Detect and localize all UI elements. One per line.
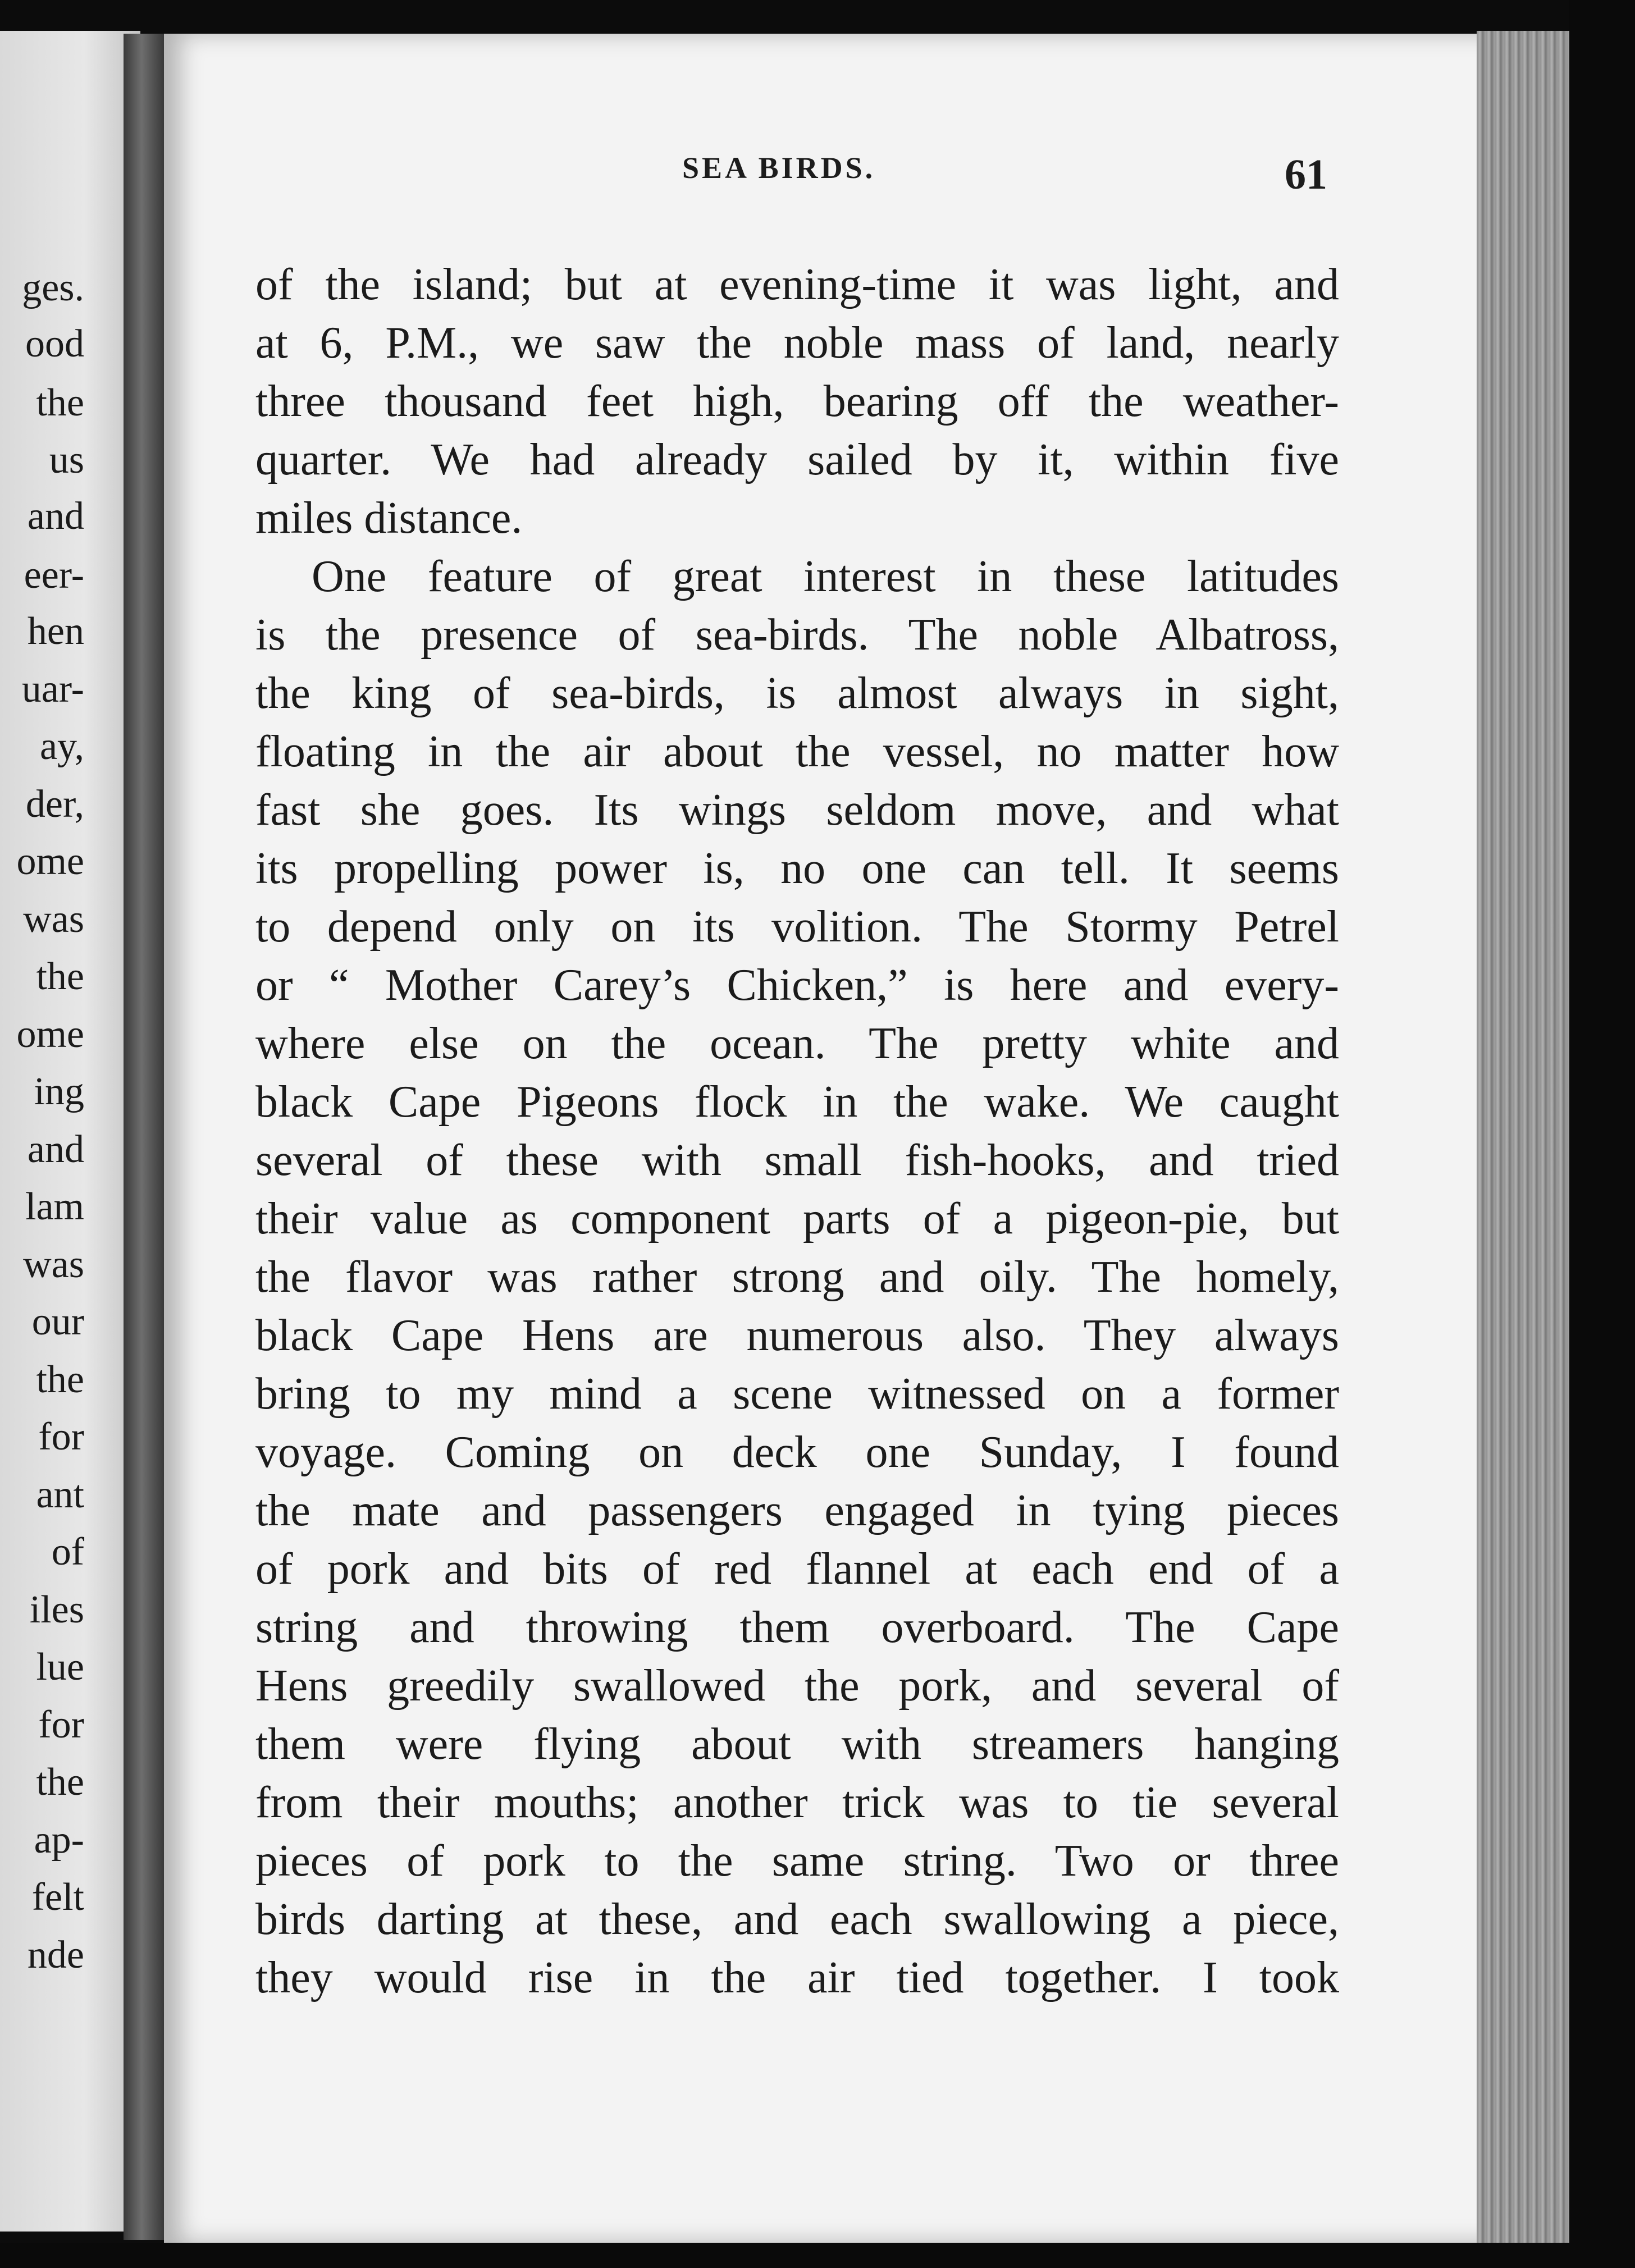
text-line: three thousand feet high, bearing off the weather- — [255, 377, 1339, 426]
text-line: black Cape Hens are numerous also. They always — [255, 1311, 1339, 1360]
left-page-fragment: of — [51, 1530, 84, 1574]
text-line: to depend only on its volition. The Stormy Petrel — [255, 902, 1339, 952]
left-page-fragment: ome — [16, 840, 84, 883]
book-gutter — [124, 34, 168, 2240]
body-text — [255, 255, 1339, 2007]
left-page-fragment: ap- — [34, 1818, 84, 1862]
left-page-fragment: for — [38, 1703, 84, 1746]
left-page-fragment: was — [23, 898, 84, 941]
text-line: at 6, P.M., we saw the noble mass of land, nearly — [255, 318, 1339, 368]
left-page-fragment: ing — [34, 1070, 84, 1113]
text-line: the flavor was rather strong and oily. The homely, — [255, 1252, 1339, 1302]
text-line: is the presence of sea-birds. The noble Albatross, — [255, 610, 1339, 660]
left-page-fragment: and — [27, 495, 84, 538]
left-page-fragment: the — [36, 1761, 84, 1804]
left-page-fragment: ome — [16, 1013, 84, 1056]
left-page-fragment: felt — [31, 1876, 84, 1919]
text-line: birds darting at these, and each swallowing a piece, — [255, 1895, 1339, 1944]
scan-border-right — [1569, 0, 1635, 2268]
left-page-fragment: iles — [29, 1588, 84, 1631]
text-line: they would rise in the air tied together. I took — [255, 1953, 1339, 2002]
text-line: of the island; but at evening-time it was light, and — [255, 260, 1339, 309]
text-line: fast she goes. Its wings seldom move, and what — [255, 785, 1339, 835]
text-line: their value as component parts of a pigeon-pie, but — [255, 1194, 1339, 1243]
running-header: SEA BIRDS. — [682, 151, 876, 185]
left-page-fragment: ood — [25, 322, 84, 365]
text-line: of pork and bits of red flannel at each end of a — [255, 1544, 1339, 1594]
text-line: or “ Mother Carey’s Chicken,” is here and every- — [255, 961, 1339, 1010]
left-page-fragment: ges. — [22, 266, 84, 309]
left-page-fragment: us — [49, 438, 84, 482]
text-line: its propelling power is, no one can tell. It seems — [255, 844, 1339, 893]
text-line: from their mouths; another trick was to tie several — [255, 1778, 1339, 1827]
left-page-fragment: the — [36, 1358, 84, 1401]
text-line: One feature of great interest in these latitudes — [312, 552, 1339, 601]
left-page-fragment: ant — [36, 1473, 84, 1516]
scan-border-bottom — [0, 2243, 1635, 2268]
left-page-fragment: hen — [27, 610, 84, 653]
text-line: where else on the ocean. The pretty white and — [255, 1019, 1339, 1068]
left-page-fragment: the — [36, 381, 84, 424]
left-page-fragment: the — [36, 955, 84, 998]
text-line: them were flying about with streamers hanging — [255, 1720, 1339, 1769]
text-line: the king of sea-birds, is almost always in sight, — [255, 669, 1339, 718]
left-page-fragment: nde — [27, 1933, 84, 1977]
text-line: several of these with small fish-hooks, and tried — [255, 1136, 1339, 1185]
text-line: the mate and passengers engaged in tying pieces — [255, 1486, 1339, 1535]
text-line: floating in the air about the vessel, no matter how — [255, 727, 1339, 776]
left-page-fragment: uar- — [21, 667, 84, 711]
text-line: black Cape Pigeons flock in the wake. We caught — [255, 1077, 1339, 1127]
text-line: miles distance. — [255, 493, 523, 543]
text-line: bring to my mind a scene witnessed on a former — [255, 1369, 1339, 1419]
text-line: voyage. Coming on deck one Sunday, I found — [255, 1428, 1339, 1477]
left-page-text-fragments — [0, 0, 84, 2268]
left-page-fragment: eer- — [24, 554, 84, 597]
left-page-fragment: was — [23, 1243, 84, 1286]
text-line: quarter. We had already sailed by it, within five — [255, 435, 1339, 484]
left-page-fragment: ay, — [39, 725, 84, 768]
paragraph-2 — [255, 547, 1339, 2007]
left-page-fragment: der, — [25, 783, 84, 826]
left-page-fragment: our — [31, 1300, 84, 1343]
text-line: pieces of pork to the same string. Two or three — [255, 1836, 1339, 1886]
text-line: Hens greedily swallowed the pork, and several of — [255, 1661, 1339, 1711]
left-page-fragment: and — [27, 1128, 84, 1171]
page-stack-edge — [1477, 31, 1572, 2248]
page-number: 61 — [1285, 151, 1327, 198]
left-page-fragment: lam — [25, 1185, 84, 1228]
text-line: string and throwing them overboard. The Cape — [255, 1603, 1339, 1652]
left-page-fragment: for — [38, 1415, 84, 1458]
left-page-fragment: lue — [36, 1645, 84, 1689]
paragraph-1 — [255, 255, 1339, 547]
